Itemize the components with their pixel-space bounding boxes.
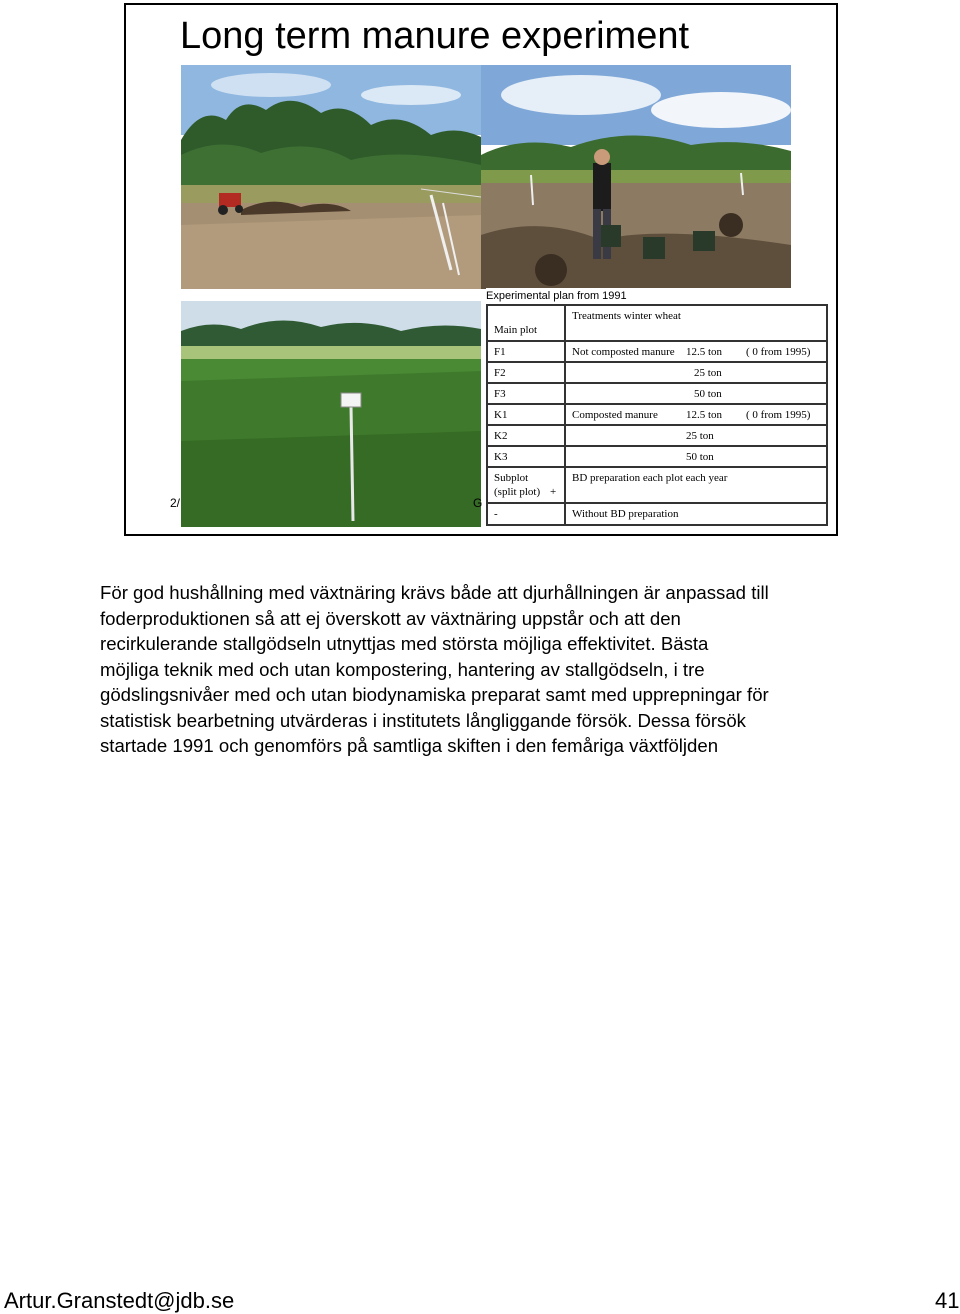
subplot-label-line1: Subplot <box>494 472 529 484</box>
row-amount: 50 ton <box>694 388 722 400</box>
row-main: K3 <box>494 451 508 463</box>
without-bd-treatment: Without BD preparation <box>572 508 679 520</box>
body-line: foderproduktionen så att ej överskott av växtnäring uppstår och att den <box>100 607 681 629</box>
plan-table <box>486 304 828 526</box>
experimental-plan <box>486 288 831 528</box>
subplot-row <box>488 466 826 504</box>
row-main: F2 <box>494 367 506 379</box>
page-number: 41 <box>935 1288 960 1313</box>
row-amount: 50 ton <box>686 451 714 463</box>
corner-text-left: 2/ <box>170 496 181 510</box>
slide-frame <box>124 3 838 536</box>
table-row <box>488 340 826 363</box>
row-main: K2 <box>494 430 508 442</box>
row-treatment: Not composted manure <box>572 346 675 358</box>
row-treatment: Composted manure <box>572 409 658 421</box>
body-line: möjliga teknik med och utan kompostering, hantering av stallgödseln, i tre <box>100 658 705 680</box>
table-row <box>488 361 826 384</box>
row-main: K1 <box>494 409 508 421</box>
body-line: startade 1991 och genomförs på samtliga skiften i den femåriga växtföljden <box>100 735 719 756</box>
row-amount: 12.5 ton <box>686 346 723 358</box>
row-main: F3 <box>494 388 506 400</box>
body-paragraph <box>100 580 890 759</box>
plan-caption: Experimental plan from 1991 <box>486 290 627 302</box>
subplot-label-line2: (split plot) <box>494 486 541 498</box>
without-bd-sign: - <box>494 508 498 520</box>
row-main: F1 <box>494 346 506 358</box>
header-treatments: Treatments winter wheat <box>572 310 681 322</box>
row-amount: 12.5 ton <box>686 409 723 421</box>
subplot-treatment: BD preparation each plot each year <box>572 472 728 484</box>
body-line: recirkulerande stallgödseln utnyttjas med största möjliga effektivitet. Bästa <box>100 633 709 654</box>
body-line: statistisk bearbetning utvärderas i institutets långliggande försök. Dessa försök <box>100 709 746 731</box>
header-main-plot: Main plot <box>494 324 538 336</box>
person-buckets-photo <box>481 65 791 289</box>
body-line: gödslingsnivåer med och utan biodynamiska preparat samt med upprepningar för <box>100 684 769 705</box>
row-amount: 25 ton <box>686 430 714 442</box>
row-note: ( 0 from 1995) <box>746 409 811 421</box>
field-tractor-photo <box>181 65 481 289</box>
table-row <box>488 445 826 468</box>
table-row <box>488 424 826 447</box>
subplot-sign: + <box>550 486 557 498</box>
table-row <box>488 403 826 426</box>
row-note: ( 0 from 1995) <box>746 346 811 358</box>
without-bd-row <box>488 502 826 526</box>
row-amount: 25 ton <box>694 367 722 379</box>
slide-title: Long term manure experiment <box>180 15 690 57</box>
plan-header-row <box>488 306 826 340</box>
wheat-field-photo <box>181 301 481 527</box>
body-line: För god hushållning med växtnäring krävs både att djurhållningen är anpassad till <box>100 582 769 603</box>
table-row <box>488 382 826 405</box>
corner-text-right: G <box>473 496 483 510</box>
footer-email: Artur.Granstedt@jdb.se <box>4 1288 235 1313</box>
